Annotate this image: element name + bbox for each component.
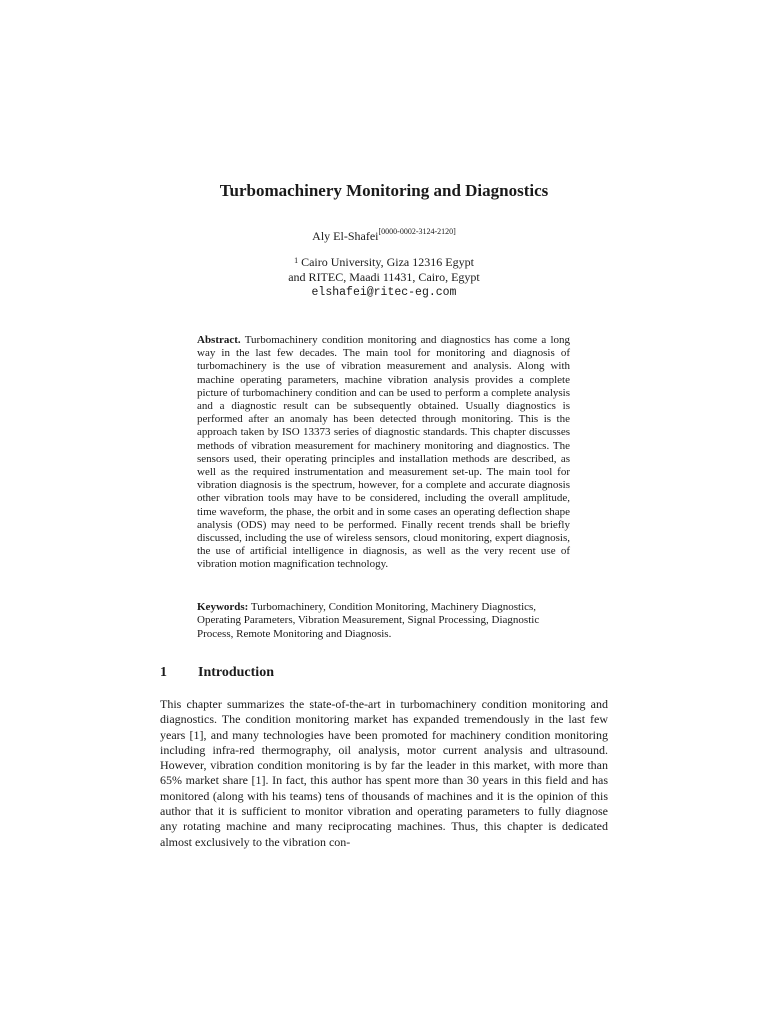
section-title: Introduction	[198, 665, 274, 680]
abstract	[197, 334, 570, 572]
keywords	[197, 601, 570, 641]
abstract-text: Turbomachinery condition monitoring and diagnostics has come a long way in the last few decades. The main tool for monitoring and diagnosis of turbomachinery is the use of vibration measurement and analysis. Along with machine operating parameters, machine vibration analysis provides a complete picture of turbomachinery condition and can be used to perform a complete analysis and a diagnostic result can be subsequently obtained. Usually diagnostics is performed after an anomaly has been detected through monitoring. This is the approach taken by ISO 13373 series of diagnostic standards. This chapter discusses methods of vibration measurement for machinery monitoring and diagnostics. The sensors used, their operating principles and installation methods are described, as well as the required instrumentation and measurement set-up. The main tool for vibration diagnosis is the spectrum, however, for a complete and accurate diagnosis other vibration tools may have to be considered, including the overall amplitude, time waveform, the phase, the orbit and in some cases an operating deflection shape analysis (ODS) may need to be performed. Finally recent trends shall be briefly discussed, including the use of wireless sensors, cloud monitoring, expert diagnosis, the use of artificial intelligence in diagnosis, as well as the very recent use of vibration motion magnification technology.	[197, 334, 570, 571]
section-number: 1	[160, 665, 167, 680]
intro-paragraph: This chapter summarizes the state-of-the-art in turbomachinery condition monitoring and diagnostics. The condition monitoring market has expanded tremendously in the last few years [1], and many technologies have been promoted for machinery condition monitoring including infra-red thermography, oil analysis, motor current analysis and ultrasound. However, vibration condition monitoring is by far the leader in this market, with more than 65% market share [1]. In fact, this author has spent more than 30 years in this field and has monitored (along with his teams) tens of thousands of machines and it is the opinion of this author that it is sufficient to monitor vibration and operating parameters to fully diagnose any rotating machine and many reciprocating machines. Thus, this chapter is dedicated almost exclusively to the vibration con-	[160, 697, 608, 849]
author-orcid: 0000-0002-3124-2120	[381, 227, 454, 236]
section-heading	[160, 665, 608, 681]
affiliation-line-1	[0, 255, 768, 270]
author-email: elshafei@ritec-eg.com	[311, 286, 457, 299]
keywords-text: Turbomachinery, Condition Monitoring, Machinery Diagnostics, Operating Parameters, Vibration Measurement, Signal Processing, Diagnostic Process, Remote Monitoring and Diagnosis.	[197, 601, 540, 640]
author-name: Aly El-Shafei	[312, 229, 379, 243]
affiliation-university: Cairo University, Giza 12316 Egypt	[301, 255, 474, 269]
author-sup: [0000-0002-3124-2120]	[378, 227, 456, 236]
affiliation-block	[0, 255, 768, 300]
affiliation-sup: 1	[294, 256, 299, 265]
paper-title: Turbomachinery Monitoring and Diagnostics	[219, 181, 549, 200]
author-line	[0, 229, 768, 244]
affiliation-line-2: and RITEC, Maadi 11431, Cairo, Egypt	[288, 270, 480, 284]
abstract-label: Abstract.	[197, 334, 241, 346]
keywords-label: Keywords:	[197, 601, 249, 613]
